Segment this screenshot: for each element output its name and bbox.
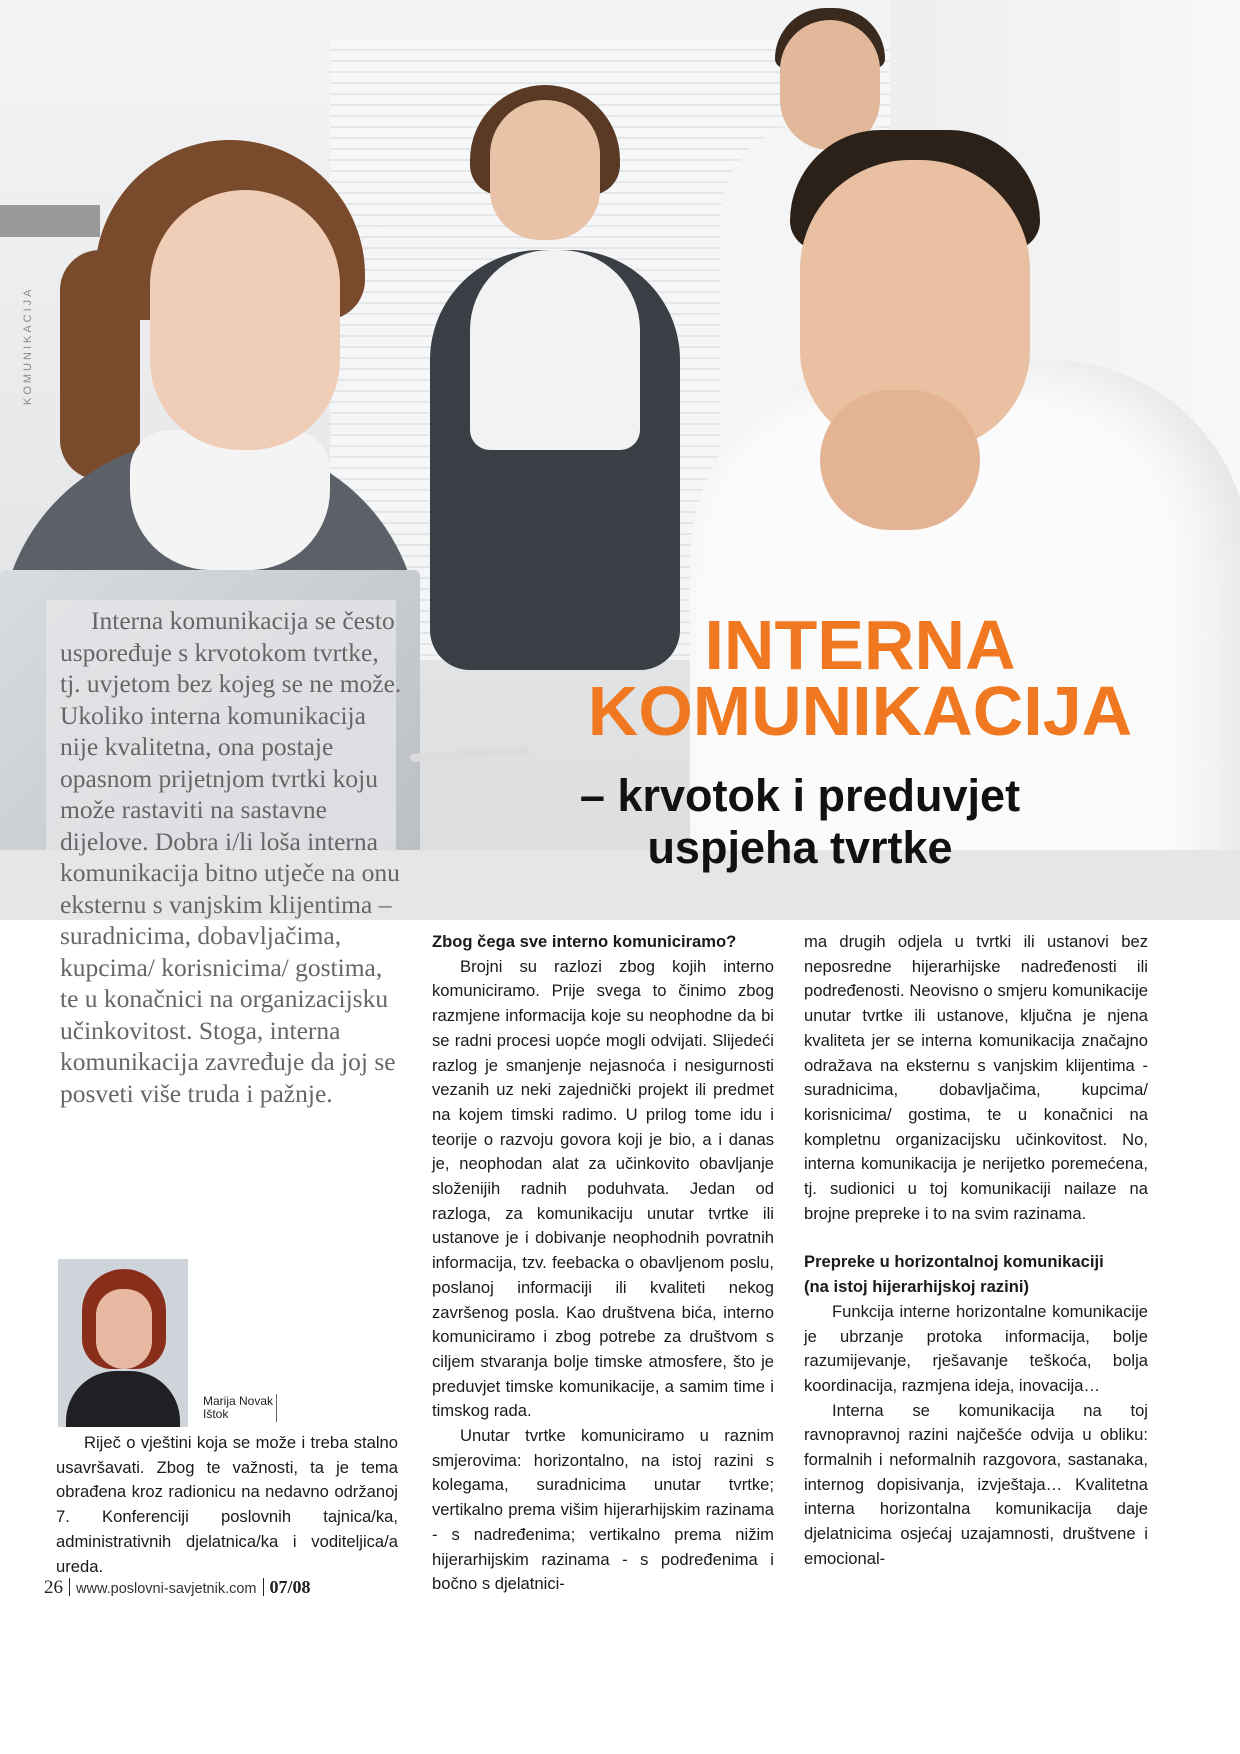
section-heading-reasons: Zbog čega sve interno komuniciramo? bbox=[432, 932, 737, 951]
pullquote-text: Interna komunikacija se često uspoređuje s krvotokom tvrtke, tj. uvjetom bez kojeg se ne može. Ukoliko interna komunikacija nije kvalitetna, ona postaje opasnom prijetnjom tvrtki koju može rastaviti na sastavne dijelove. Dobra i/li loša interna komunikacija bitno utječe na onu eksternu s vanjskim klijentima – suradnicima, dobavljačima, kupcima/ korisnicima/ gostima, te u konačnici na organizacijsku učinkovitost. Stoga, interna komunikacija zavređuje da joj se posveti više truda i pažnje. bbox=[60, 606, 402, 1108]
section-label: KOMUNIKACIJA bbox=[22, 286, 34, 405]
title-line-2: KOMUNIKACIJA bbox=[587, 672, 1133, 750]
article-title bbox=[480, 606, 1240, 750]
article-column-2 bbox=[432, 930, 774, 1597]
author-name-line-2: Ištok bbox=[203, 1407, 229, 1421]
author-name-line-1: Marija Novak bbox=[203, 1394, 274, 1408]
author-name bbox=[203, 1395, 273, 1421]
author-photo bbox=[58, 1259, 188, 1427]
subtitle-line-2: uspjeha tvrtke bbox=[647, 822, 953, 873]
page-number: 26 bbox=[44, 1577, 63, 1598]
paragraph: Unutar tvrtke komuniciramo u raznim smjerovima: horizontalno, na istoj razini s kolegama, suradnicima unutar tvrtke; vertikalno prema višim hijerarhijskim razinama - s nadređenima; vertikalno prema nižim hijerarhijskim razinama - s podređenima i bočno s djelatnici- bbox=[432, 1426, 774, 1594]
pen bbox=[410, 746, 530, 762]
paragraph: Brojni su razlozi zbog kojih interno komuniciramo. Prije svega to činimo zbog razmjene informacija koje su neophodne da bi se radni procesi uopće mogli odvijati. Slijedeći razlog je smanjenje nejasnoća i nesigurnosti vezanih uz neki zajednički projekt ili predmet na kojem timski radimo. U prilog tome idu i teorije o razvoju govora koji je bio, a i danas je, neophodan alat za učinkovito obavljanje složenijih radnih poduhvata. Jedan od razloga, za komunikaciju unutar tvrtke ili ustanove je i dobivanje neophodnih povratnih informacija, tzv. feebacka o obavljenom poslu, poslanoj informaciji ili kvaliteti nekog završenog posla. Kao društvena bića, interno komuniciramo i zbog potrebe za društvom s ciljem stvaranja bolje timske atmosfere, što je preduvjet timske komunikacije, a samim time i timskog rada. bbox=[432, 956, 774, 1421]
title-line-1: INTERNA bbox=[704, 606, 1016, 684]
article-column-3 bbox=[804, 930, 1148, 1572]
subtitle-line-1: – krvotok i preduvjet bbox=[579, 770, 1021, 821]
paragraph: Interna se komunikacija na toj ravnopravnoj razini najčešće odvija u obliku: formalnih i neformalnih razgovora, sastanaka, internog dopisivanja, izvještaja… Kvalitetna interna horizontalna komunikacija daje djelatnicima osjećaj uzajamnosti, društvene i emocional- bbox=[804, 1400, 1148, 1568]
intro-column bbox=[56, 1431, 398, 1579]
section-tab bbox=[0, 205, 100, 237]
issue-number: 07/08 bbox=[269, 1577, 311, 1597]
website-link[interactable]: www.poslovni-savjetnik.com bbox=[76, 1581, 257, 1597]
heading-line-1: Prepreke u horizontalnoj komunikaciji bbox=[804, 1252, 1104, 1272]
section-heading-obstacles bbox=[804, 1250, 1148, 1299]
intro-paragraph: Riječ o vještini koja se može i treba stalno usavršavati. Zbog te važnosti, ta je tema obrađena kroz radionicu na nedavno održanoj 7. Konferenciji poslovnih tajnica/ka, administrativnih djelatnica/ka i voditeljica/a ureda. bbox=[56, 1433, 398, 1576]
heading-line-2: (na istoj hijerarhijskoj razini) bbox=[804, 1277, 1029, 1297]
article-subtitle bbox=[500, 770, 1100, 874]
paragraph: Funkcija interne horizontalne komunikacije je ubrzanje protoka informacija, bolje razumijevanje, rješavanje teškoća, bolja koordinacija, razmjena ideja, inovacija… bbox=[804, 1301, 1148, 1395]
paragraph: ma drugih odjela u tvrtki ili ustanovi bez neposredne hijerarhijske nadređenosti ili podređenosti. Neovisno o smjeru komunikacije unutar tvrtke ili ustanove, ključna je njena kvaliteta jer se interna komunikacija značajno odražava na eksternu s vanjskim klijentima - suradnicima, dobavljačima, kupcima/ korisnicima/ gostima, te u konačnici na kompletnu organizacijsku učinkovitost. No, interna komunikacija je nerijetko poremećena, tj. sudionici u toj komunikaciji nailaze na brojne prepreke i to na svim razinama. bbox=[804, 932, 1148, 1223]
author-divider bbox=[276, 1394, 277, 1422]
page-footer bbox=[44, 1577, 311, 1599]
pullquote bbox=[60, 605, 405, 1109]
